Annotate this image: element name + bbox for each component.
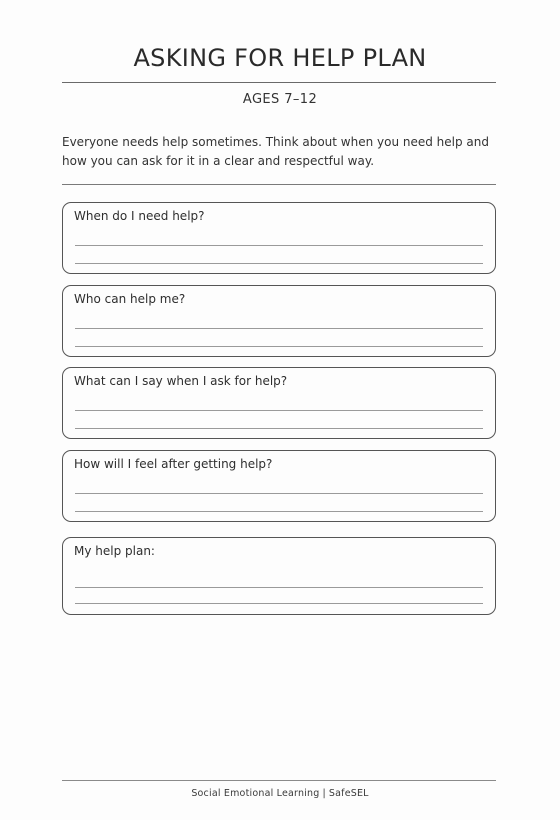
intro-text (62, 133, 496, 170)
answer-line[interactable] (75, 493, 483, 494)
footer-brand: SafeSEL (328, 788, 369, 799)
answer-line[interactable] (75, 346, 483, 347)
answer-line[interactable] (75, 328, 483, 329)
answer-line[interactable] (75, 587, 483, 588)
who-can-help-prompt: Who can help me? (74, 292, 186, 306)
footer (0, 788, 560, 799)
what-can-i-say-box[interactable] (62, 367, 496, 439)
answer-line[interactable] (75, 245, 483, 246)
intro-divider (62, 184, 496, 185)
how-will-i-feel-prompt: How will I feel after getting help? (74, 457, 273, 471)
when-need-help-box[interactable] (62, 202, 496, 274)
footer-program: Social Emotional Learning (191, 788, 320, 799)
my-help-plan-box[interactable] (62, 537, 496, 615)
age-range: AGES 7–12 (242, 92, 318, 107)
answer-line[interactable] (75, 428, 483, 429)
title-divider (62, 82, 496, 83)
what-can-i-say-prompt: What can I say when I ask for help? (74, 374, 288, 388)
page-title: ASKING FOR HELP PLAN (133, 44, 427, 72)
my-help-plan-prompt: My help plan: (74, 544, 155, 558)
answer-line[interactable] (75, 603, 483, 604)
answer-line[interactable] (75, 410, 483, 411)
who-can-help-box[interactable] (62, 285, 496, 357)
intro-line-1: Everyone needs help sometimes. Think about when you need help and (62, 135, 490, 149)
when-need-help-prompt: When do I need help? (74, 209, 205, 223)
footer-separator: | (322, 788, 326, 799)
answer-line[interactable] (75, 263, 483, 264)
answer-line[interactable] (75, 511, 483, 512)
intro-line-2: how you can ask for it in a clear and respectful way. (62, 153, 375, 168)
footer-divider (62, 780, 496, 781)
how-will-i-feel-box[interactable] (62, 450, 496, 522)
